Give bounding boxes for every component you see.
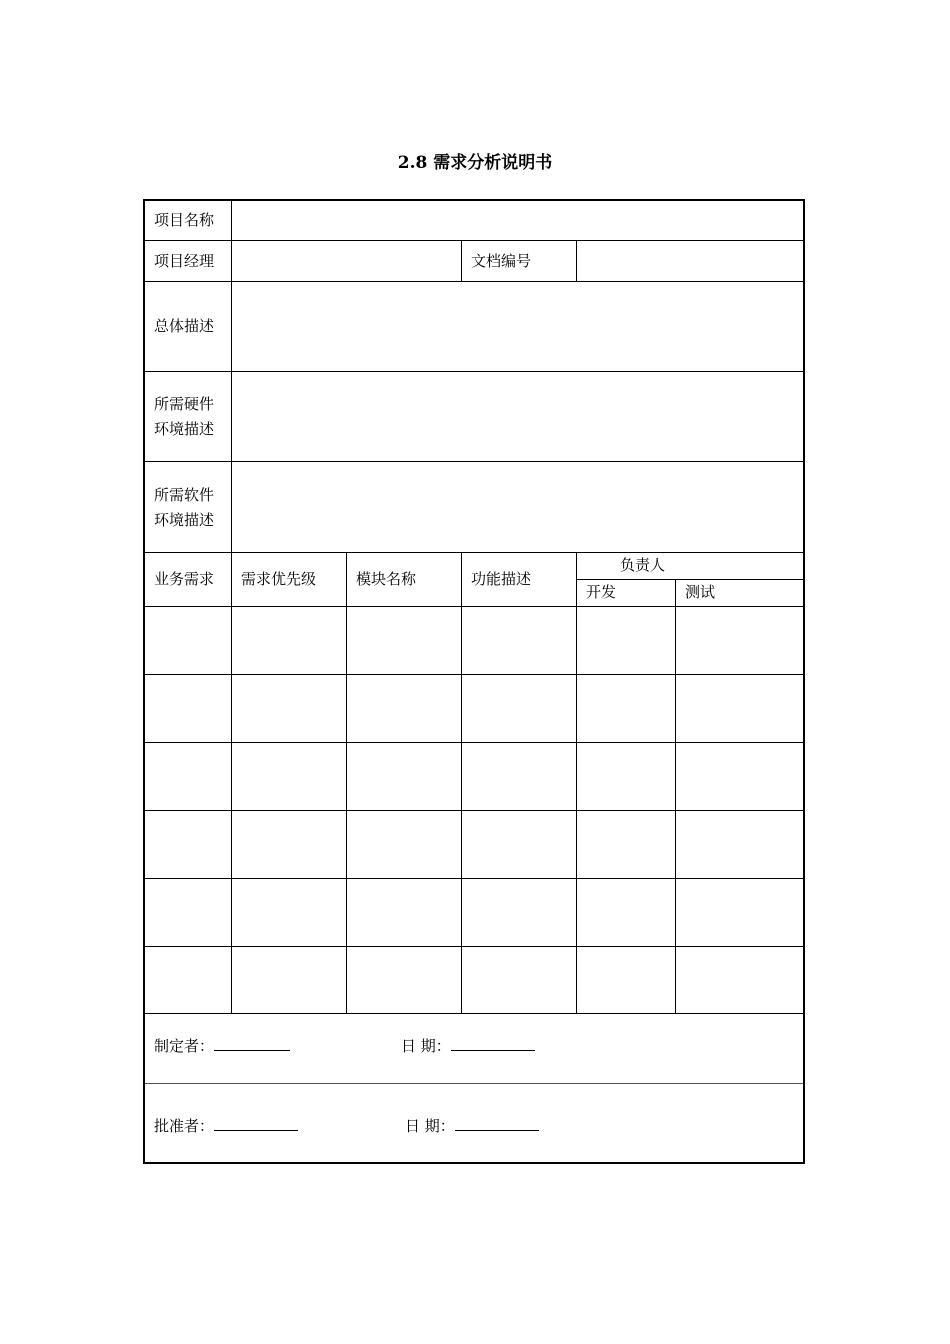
header-owner: 负责人 [620, 556, 666, 574]
col-divider [675, 579, 676, 1014]
row-divider [145, 552, 803, 553]
col-divider [461, 552, 462, 1014]
row-divider [145, 606, 803, 607]
label-hardware-line2: 环境描述 [154, 420, 215, 438]
label-project-manager: 项目经理 [154, 252, 215, 270]
col-divider [576, 240, 577, 282]
label-doc-number: 文档编号 [471, 252, 532, 270]
row-divider [145, 946, 803, 947]
row-divider [145, 371, 803, 372]
footer-divider [145, 1083, 803, 1084]
approver-label: 批准者： [154, 1117, 215, 1135]
header-function: 功能描述 [471, 570, 532, 588]
row-divider [145, 461, 803, 462]
document-title: 2.8 需求分析说明书 [397, 153, 553, 173]
approver-field [154, 1114, 298, 1139]
author-label: 制定者： [154, 1037, 215, 1055]
author-field [154, 1034, 290, 1059]
label-overview: 总体描述 [154, 317, 215, 335]
row-divider [145, 878, 803, 879]
row-divider [145, 1013, 803, 1014]
approver-blank[interactable] [214, 1116, 298, 1131]
row-divider [145, 742, 803, 743]
approver-date-field [405, 1114, 539, 1139]
header-priority: 需求优先级 [241, 570, 317, 588]
col-divider [576, 552, 577, 1014]
requirements-form [143, 199, 805, 1164]
author-date-label: 日 期： [401, 1037, 451, 1055]
col-divider [231, 201, 232, 1014]
row-divider [145, 281, 803, 282]
author-date-blank[interactable] [451, 1036, 535, 1051]
col-divider [461, 240, 462, 282]
header-module: 模块名称 [356, 570, 417, 588]
row-divider [145, 674, 803, 675]
header-business: 业务需求 [154, 570, 215, 588]
author-blank[interactable] [214, 1036, 290, 1051]
col-divider [346, 552, 347, 1014]
approver-date-label: 日 期： [405, 1117, 455, 1135]
header-test: 测试 [685, 583, 716, 601]
label-software-line2: 环境描述 [154, 511, 215, 529]
label-software-line1: 所需软件 [154, 486, 215, 504]
approver-date-blank[interactable] [455, 1116, 539, 1131]
label-hardware-line1: 所需硬件 [154, 395, 215, 413]
row-divider [145, 240, 803, 241]
author-date-field [401, 1034, 535, 1059]
header-dev: 开发 [586, 583, 617, 601]
label-project-name: 项目名称 [154, 211, 215, 229]
row-divider [145, 810, 803, 811]
